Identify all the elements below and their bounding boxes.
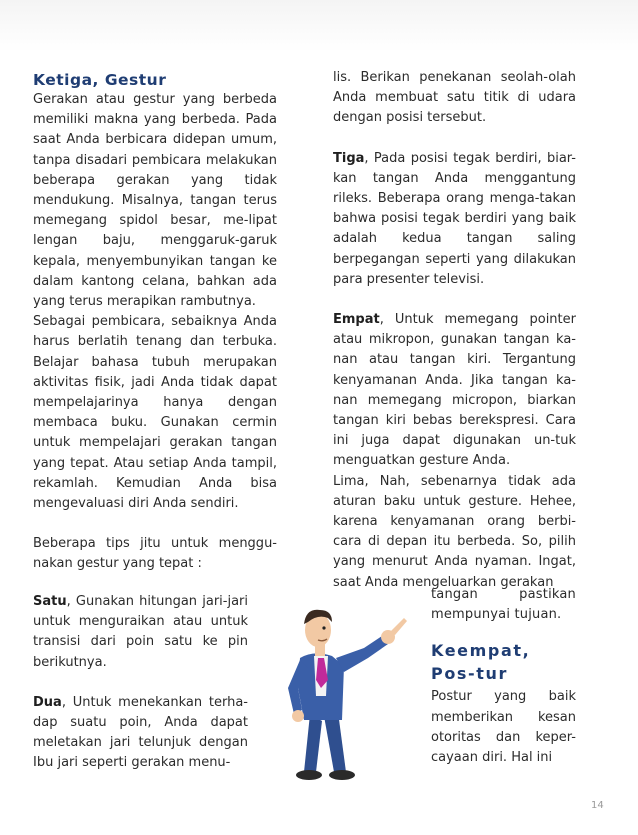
left-column-tips	[33, 592, 248, 774]
right-column	[333, 68, 576, 593]
tip-dua	[33, 693, 248, 774]
paragraph-tips-intro: Beberapa tips jitu untuk menggu-nakan gestur yang tepat :	[33, 536, 277, 572]
paragraph-pembicara: Sebagai pembicara, sebaiknya Anda harus berlatih tenang dan terbuka. Belajar bahasa tubuh merupakan aktivitas fisik, jadi Anda tidak dapat mempelajarinya hanya dengan membaca buku. Gunakan cermin untuk mempelajari gerakan tangan yang tepat. Atau setiap Anda tampil, rekamlah. Kemudian Anda bisa mengevaluasi diri Anda sendiri.	[33, 314, 277, 512]
page-number: 14	[591, 800, 604, 811]
tip-satu-text: , Gunakan hitungan jari-jari untuk menguraikan atau untuk transisi dari poin satu ke pin berikutnya.	[33, 594, 248, 670]
tip-dua-label: Dua	[33, 694, 62, 710]
tip-tiga-text: , Pada posisi tegak berdiri, biar-kan tangan Anda menggantung rileks. Beberapa orang menga-takan bahwa posisi tegak berdiri yang baik adalah kedua tangan saling berpegangan seperti yang dilakukan para presenter televisi.	[333, 150, 576, 287]
tip-empat	[333, 310, 576, 472]
tip-dua-continued: lis. Berikan penekanan seolah-olah Anda membuat satu titik di udara dengan posisi tersebut.	[333, 70, 576, 126]
tip-empat-text: , Untuk memegang pointer atau mikropon, gunakan tangan ka-nan atau tangan kiri. Tergantung kenyamanan Anda. Jika tangan ka-nan memegang micropon, biarkan tangan kiri bebas berekspresi. Cara ini juga dapat digunakan un-tuk menguatkan gesture Anda.	[333, 312, 576, 469]
tip-empat-label: Empat	[333, 312, 380, 328]
heading-keempat-postur: Keempat, Pos-tur	[431, 641, 531, 684]
tip-lima-continued: tangan pastikan mempunyai tujuan.	[431, 587, 576, 623]
tip-tiga	[333, 149, 576, 290]
tip-tiga-label: Tiga	[333, 150, 365, 166]
page-header-band	[0, 0, 638, 52]
paragraph-postur: Postur yang baik memberikan kesan otoritas dan keper-cayaan diri. Hal ini	[431, 689, 576, 766]
paragraph-gestur-intro: Gerakan atau gestur yang berbeda memiliki makna yang berbeda. Pada saat Anda berbicara didepan umum, tanpa disadari pembicara melakukan beberapa gerakan yang tidak mendukung. Misalnya, tangan terus memegang spidol besar, me-lipat lengan baju, menggaruk-garuk kepala, menyembunyikan tangan ke dalam kantong celana, bahkan ada yang terus merapikan rambutnya.	[33, 92, 277, 310]
presenter-pointing-icon	[252, 596, 424, 784]
right-column-lower	[431, 585, 576, 768]
tip-satu-label: Satu	[33, 594, 67, 609]
heading-ketiga-gestur: Ketiga, Gestur	[33, 71, 167, 89]
tip-dua-text: , Untuk menekankan terha-dap suatu poin, Anda dapat meletakan jari telunjuk dengan Ibu jari seperti gerakan menu-	[33, 694, 248, 771]
tip-satu	[33, 592, 248, 673]
tip-lima: Lima, Nah, sebenarnya tidak ada aturan baku untuk gesture. Hehee, karena kenyamanan orang berbi-cara di depan itu berbeda. So, pilih yang menurut Anda nyaman. Ingat, saat Anda mengeluarkan gerakan	[333, 473, 576, 590]
left-column	[33, 70, 277, 575]
